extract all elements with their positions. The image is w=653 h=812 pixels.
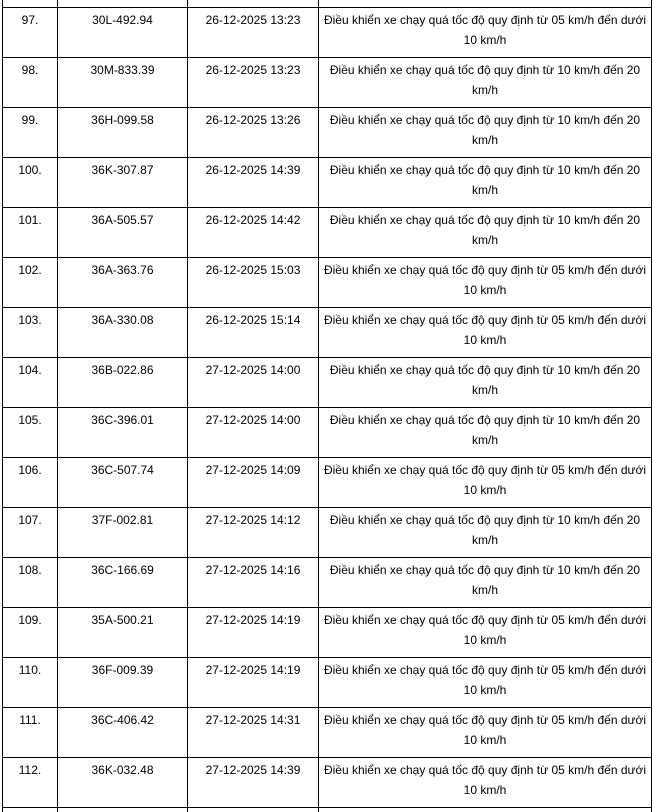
datetime-cell: 27-12-2025 14:00 bbox=[188, 357, 319, 407]
violation-cell: Điều khiển xe chạy quá tốc độ quy định từ 10 km/h đến 20 km/h bbox=[319, 207, 652, 257]
row-number-cell: 105. bbox=[3, 407, 58, 457]
table-row bbox=[3, 707, 652, 757]
violation-cell: Điều khiển xe chạy quá tốc độ quy định từ 10 km/h đến 20 km/h bbox=[319, 157, 652, 207]
datetime-cell: 26-12-2025 15:14 bbox=[188, 307, 319, 357]
violation-cell: Điều khiển xe chạy quá tốc độ quy định từ 10 km/h đến 20 km/h bbox=[319, 407, 652, 457]
violation-cell: Điều khiển xe chạy quá tốc độ quy định từ 10 km/h đến 20 km/h bbox=[319, 357, 652, 407]
row-number-cell: 102. bbox=[3, 257, 58, 307]
violation-cell: Điều khiển xe chạy quá tốc độ quy định từ 05 km/h đến dưới 10 km/h bbox=[319, 607, 652, 657]
violation-cell: Điều khiển xe chạy quá tốc độ quy định từ 05 km/h đến dưới 10 km/h bbox=[319, 457, 652, 507]
table-row bbox=[3, 757, 652, 807]
plate-cell: 30M-833.39 bbox=[58, 57, 188, 107]
plate-cell: 36C-507.74 bbox=[58, 457, 188, 507]
row-number-cell: 100. bbox=[3, 157, 58, 207]
table-row bbox=[3, 657, 652, 707]
row-number-cell: 107. bbox=[3, 507, 58, 557]
row-number-cell: 97. bbox=[3, 7, 58, 57]
table-row bbox=[3, 607, 652, 657]
row-number-cell: 112. bbox=[3, 757, 58, 807]
row-number-cell: 101. bbox=[3, 207, 58, 257]
table-row bbox=[3, 357, 652, 407]
row-number-cell: 109. bbox=[3, 607, 58, 657]
violation-cell: Điều khiển xe chạy quá tốc độ quy định từ 10 km/h đến 20 km/h bbox=[319, 107, 652, 157]
empty-cell bbox=[188, 807, 319, 812]
datetime-cell: 26-12-2025 13:26 bbox=[188, 107, 319, 157]
row-number-cell: 99. bbox=[3, 107, 58, 157]
violation-cell: Điều khiển xe chạy quá tốc độ quy định từ 10 km/h đến 20 km/h bbox=[319, 57, 652, 107]
plate-cell: 36K-307.87 bbox=[58, 157, 188, 207]
plate-cell: 36H-099.58 bbox=[58, 107, 188, 157]
violation-cell: Điều khiển xe chạy quá tốc độ quy định từ 05 km/h đến dưới 10 km/h bbox=[319, 307, 652, 357]
plate-cell: 36F-009.39 bbox=[58, 657, 188, 707]
datetime-cell: 26-12-2025 15:03 bbox=[188, 257, 319, 307]
plate-cell: 36C-396.01 bbox=[58, 407, 188, 457]
violation-cell: Điều khiển xe chạy quá tốc độ quy định từ 05 km/h đến dưới 10 km/h bbox=[319, 757, 652, 807]
plate-cell: 36B-022.86 bbox=[58, 357, 188, 407]
plate-cell: 36A-363.76 bbox=[58, 257, 188, 307]
datetime-cell: 26-12-2025 14:39 bbox=[188, 157, 319, 207]
row-number-cell: 106. bbox=[3, 457, 58, 507]
datetime-cell: 27-12-2025 14:31 bbox=[188, 707, 319, 757]
datetime-cell: 26-12-2025 13:23 bbox=[188, 7, 319, 57]
datetime-cell: 27-12-2025 14:00 bbox=[188, 407, 319, 457]
table-row bbox=[3, 207, 652, 257]
plate-cell: 37F-002.81 bbox=[58, 507, 188, 557]
partial-row-bottom bbox=[3, 807, 652, 812]
empty-cell bbox=[319, 807, 652, 812]
empty-cell bbox=[3, 807, 58, 812]
datetime-cell: 27-12-2025 14:16 bbox=[188, 557, 319, 607]
violation-cell: Điều khiển xe chạy quá tốc độ quy định từ 05 km/h đến dưới 10 km/h bbox=[319, 657, 652, 707]
table-row bbox=[3, 557, 652, 607]
plate-cell: 36A-505.57 bbox=[58, 207, 188, 257]
table-row bbox=[3, 157, 652, 207]
plate-cell: 36C-166.69 bbox=[58, 557, 188, 607]
datetime-cell: 26-12-2025 14:42 bbox=[188, 207, 319, 257]
datetime-cell: 26-12-2025 13:23 bbox=[188, 57, 319, 107]
datetime-cell: 27-12-2025 14:19 bbox=[188, 607, 319, 657]
table-row bbox=[3, 57, 652, 107]
row-number-cell: 104. bbox=[3, 357, 58, 407]
empty-cell bbox=[188, 0, 319, 7]
table-row bbox=[3, 507, 652, 557]
plate-cell: 30L-492.94 bbox=[58, 7, 188, 57]
row-number-cell: 111. bbox=[3, 707, 58, 757]
row-number-cell: 103. bbox=[3, 307, 58, 357]
plate-cell: 36A-330.08 bbox=[58, 307, 188, 357]
plate-cell: 35A-500.21 bbox=[58, 607, 188, 657]
row-number-cell: 108. bbox=[3, 557, 58, 607]
table-row bbox=[3, 307, 652, 357]
table-row bbox=[3, 257, 652, 307]
violation-cell: Điều khiển xe chạy quá tốc độ quy định từ 10 km/h đến 20 km/h bbox=[319, 507, 652, 557]
plate-cell: 36K-032.48 bbox=[58, 757, 188, 807]
empty-cell bbox=[58, 0, 188, 7]
violation-cell: Điều khiển xe chạy quá tốc độ quy định từ 05 km/h đến dưới 10 km/h bbox=[319, 707, 652, 757]
plate-cell: 36C-406.42 bbox=[58, 707, 188, 757]
violation-cell: Điều khiển xe chạy quá tốc độ quy định từ 10 km/h đến 20 km/h bbox=[319, 557, 652, 607]
empty-cell bbox=[3, 0, 58, 7]
datetime-cell: 27-12-2025 14:39 bbox=[188, 757, 319, 807]
row-number-cell: 98. bbox=[3, 57, 58, 107]
table-row bbox=[3, 457, 652, 507]
empty-cell bbox=[319, 0, 652, 7]
partial-row-top bbox=[3, 0, 652, 7]
table-row bbox=[3, 7, 652, 57]
violation-cell: Điều khiển xe chạy quá tốc độ quy định từ 05 km/h đến dưới 10 km/h bbox=[319, 7, 652, 57]
violations-table bbox=[2, 0, 652, 812]
table-row bbox=[3, 107, 652, 157]
datetime-cell: 27-12-2025 14:12 bbox=[188, 507, 319, 557]
empty-cell bbox=[58, 807, 188, 812]
violation-cell: Điều khiển xe chạy quá tốc độ quy định từ 05 km/h đến dưới 10 km/h bbox=[319, 257, 652, 307]
datetime-cell: 27-12-2025 14:09 bbox=[188, 457, 319, 507]
table-row bbox=[3, 407, 652, 457]
row-number-cell: 110. bbox=[3, 657, 58, 707]
datetime-cell: 27-12-2025 14:19 bbox=[188, 657, 319, 707]
